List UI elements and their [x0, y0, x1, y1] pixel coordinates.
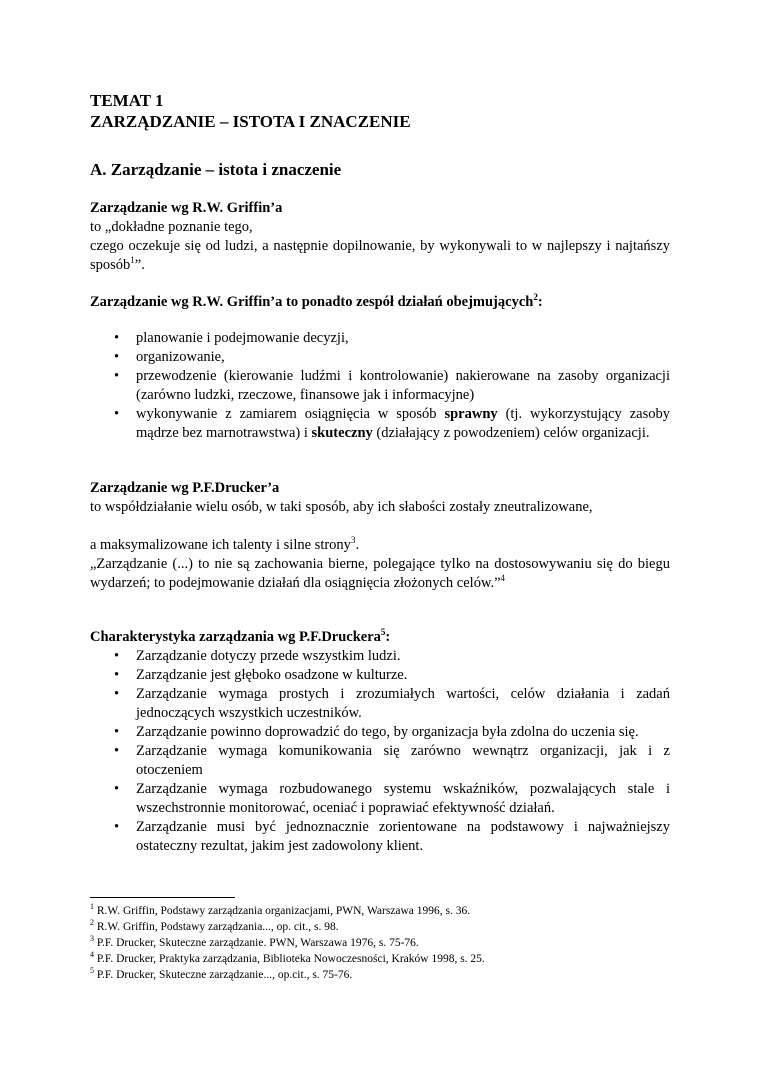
emphasis-skuteczny: skuteczny: [311, 425, 373, 441]
document-page: [90, 90, 670, 856]
footnote-separator: [90, 897, 235, 898]
list-item: • planowanie i podejmowanie decyzji,: [114, 330, 349, 346]
list-item: • wykonywanie z zamiarem osiągnięcia w sposób sprawny (tj. wykorzystujący zasoby mądrze bez marnotrawstwa) i skuteczny (działający z powodzeniem) celów organizacji.: [114, 406, 670, 441]
list-item: • organizowanie,: [114, 349, 225, 365]
footnote-4: $^4$ P.F. Drucker, Praktyka zarządzania, Biblioteka Nowoczesności, Kraków 1998, s. 25.: [90, 950, 485, 965]
list-item: • Zarządzanie wymaga prostych i zrozumiałych wartości, celów działania i zadań jednoczących wszystkich uczestników.: [114, 686, 670, 721]
bullet-icon: •: [114, 743, 120, 759]
bullet-icon: •: [114, 648, 120, 664]
list-item: • Zarządzanie powinno doprowadzić do tego, by organizacja była zdolna do uczenia się.: [114, 724, 639, 740]
list-item: • Zarządzanie wymaga komunikowania się zarówno wewnątrz organizacji, jak i z otoczeniem: [114, 743, 670, 778]
griffin-list: [114, 329, 670, 443]
topic-title: ZARZĄDZANIE – ISTOTA I ZNACZENIE: [90, 112, 411, 131]
footnote-5: $^5$ P.F. Drucker, Skuteczne zarządzanie..., op.cit., s. 75-76.: [90, 966, 353, 981]
list-item: • przewodzenie (kierowanie ludźmi i kontrolowanie) nakierowane na zasoby organizacji (zarówno ludzki, rzeczowe, finansowe jak i informacyjne): [114, 368, 670, 403]
griffin-heading: Zarządzanie wg R.W. Griffin’a: [90, 200, 283, 216]
footnote-1: $^1$ R.W. Griffin, Podstawy zarządzania organizacjami, PWN, Warszawa 1996, s. 36.: [90, 902, 471, 917]
section-a-title: A. Zarządzanie – istota i znaczenie: [90, 160, 342, 179]
griffin-def-line2: czego oczekuje się od ludzi, a następnie dopilnowanie, by wykonywali to w najlepszy i najtańszy sposób$^1$”.: [90, 238, 670, 273]
drucker-heading: Zarządzanie wg P.F.Drucker’a: [90, 480, 280, 496]
footnote-2: $^2$ R.W. Griffin, Podstawy zarządzania..., op. cit., s. 98.: [90, 918, 339, 933]
footnote-ref-5: 5: [380, 627, 386, 638]
bullet-icon: •: [114, 781, 120, 797]
footnote-ref-1: 1: [130, 255, 135, 266]
list-item: • Zarządzanie dotyczy przede wszystkim ludzi.: [114, 648, 401, 664]
footnote-ref-4: 4: [500, 573, 506, 584]
topic-number: TEMAT 1: [90, 91, 164, 110]
list-item: • Zarządzanie musi być jednoznacznie zorientowane na podstawowy i najważniejszy ostateczny rezultat, jakim jest zadowolony klient.: [114, 819, 670, 854]
footnotes: [90, 903, 670, 983]
bullet-icon: •: [114, 349, 120, 365]
charakterystyka-list: [114, 647, 670, 856]
bullet-icon: •: [114, 686, 120, 702]
griffin-def-line1: to „dokładne poznanie tego,: [90, 219, 253, 235]
bullet-icon: •: [114, 724, 120, 740]
bullet-icon: •: [114, 406, 120, 422]
charakterystyka-heading: Charakterystyka zarządzania wg P.F.Druckera$^5$:: [90, 627, 391, 645]
drucker-quote: „Zarządzanie (...) to nie są zachowania bierne, polegające tylko na dostosowywaniu się do biegu wydarzeń; to podejmowanie działań dla osiągnięcia złożonych celów.”$^4$: [90, 556, 670, 591]
bullet-icon: •: [114, 819, 120, 835]
bullet-icon: •: [114, 368, 120, 384]
drucker-def-line1: to współdziałanie wielu osób, w taki sposób, aby ich słabości zostały zneutralizowane,: [90, 499, 593, 515]
list-item: • Zarządzanie jest głęboko osadzone w kulturze.: [114, 667, 408, 683]
drucker-def-line2: a maksymalizowane ich talenty i silne strony$^3$.: [90, 535, 360, 553]
bullet-icon: •: [114, 330, 120, 346]
emphasis-sprawny: sprawny: [444, 406, 498, 422]
footnote-3: $^3$ P.F. Drucker, Skuteczne zarządzanie. PWN, Warszawa 1976, s. 75-76.: [90, 934, 419, 949]
footnote-ref-2: 2: [533, 292, 538, 303]
footnote-ref-3: 3: [350, 535, 356, 546]
bullet-icon: •: [114, 667, 120, 683]
list-item: • Zarządzanie wymaga rozbudowanego systemu wskaźników, pozwalających stale i wszechstronnie monitorować, oceniać i poprawiać efektywność działań.: [114, 781, 670, 816]
griffin-heading-2: Zarządzanie wg R.W. Griffin’a to ponadto zespół działań obejmujących$^2$:: [90, 292, 543, 310]
